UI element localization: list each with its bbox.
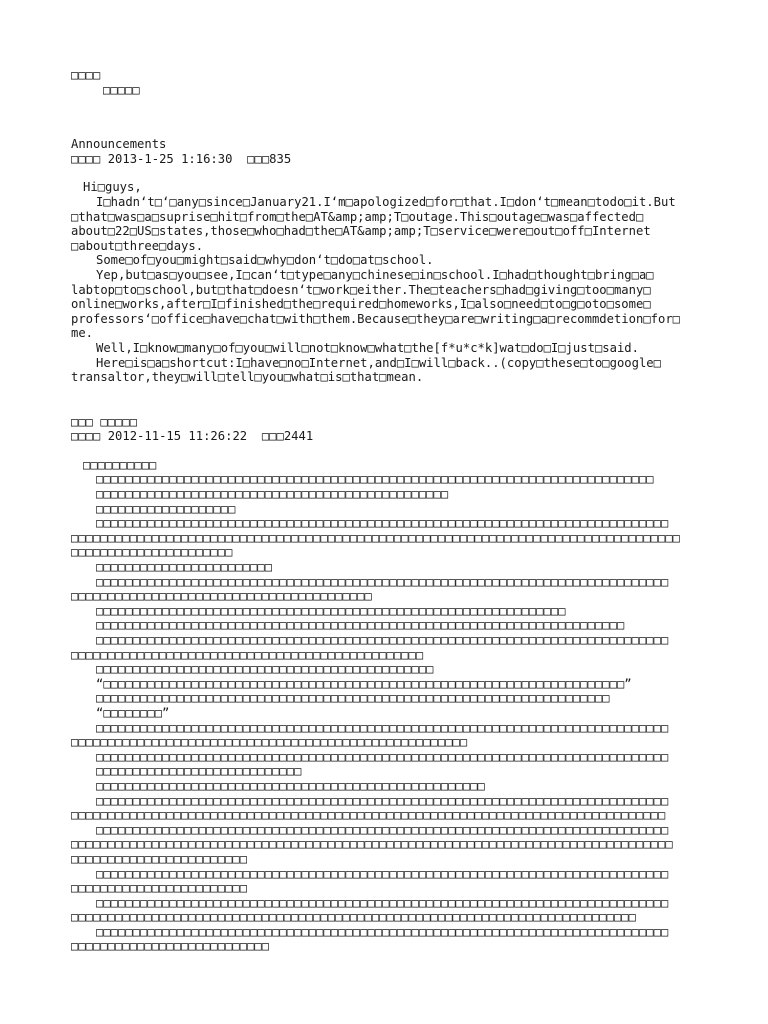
body-line: □□□□□□□□□□□□□□□□□□□□□□□□□□□ [71, 939, 270, 954]
post-date: 2013-1-25 1:16:30 [107, 151, 233, 166]
view-count: 835 [269, 151, 292, 166]
body-line: □□□□□□□□□□□□□□□□□□□□□□□□□□□□□□□□□□□□□□□□□□□□□□□□□□□□□□□□□□□□□□□□□□□□□□□□□□□□□□ [96, 822, 669, 837]
body-line: □□□□□□□□□□□□□□□□□□□□□□□□□□□□□□□□□□□□□□□□□□□□□□□□□□□□□□□□□□□□□□□□□□□□□□□□□□□□□□ [96, 720, 669, 735]
body-line: □□□□□□□□□□□□□□□□□□□□□□□□□□□□□□□□□□□□□□□□□□□□□□□□□□□□□□□□□□□□□□□□ [96, 603, 566, 618]
body-line: □□□□□□□□□□□□□□□□□□□□□□□□□□□□□□□□□□□□□□□□□□□□□□□□□□□□□□□□□□□□□□□□□□□□□□□□□□□□□□ [96, 793, 669, 808]
body-line: transaltor,they□will□tell□you□what□is□that□mean. [71, 370, 424, 385]
body-line: labtop□to□school,but□that□doesn‘t□work□either.The□teachers□had□giving□too□many□ [71, 282, 651, 297]
meta-label: □□□□ [71, 151, 101, 166]
view-count: 2441 [283, 429, 314, 444]
body-line: about□22□US□states,those□who□had□the□AT&amp;amp;T□service□were□out□off□Internet [71, 224, 651, 239]
body-line: I□hadn‘t□‘□any□since□January21.I‘m□apologized□for□that.I□don‘t□mean□todo□it.But [96, 194, 676, 209]
body-line: me. [71, 326, 94, 341]
body-line: Yep,but□as□you□see,I□can‘t□type□any□chinese□in□school.I□had□thought□bring□a□ [96, 267, 654, 282]
body-line: □□□□□□□□□□ [83, 457, 157, 472]
body-line: □that□was□a□suprise□hit□from□the□AT&amp;amp;T□outage.This□outage□was□affected□ [71, 209, 644, 224]
post-meta [71, 152, 701, 167]
meta-label: □□□□ [71, 429, 101, 444]
body-line: online□works,after□I□finished□the□required□homeworks,I□also□need□to□g□oto□some□ [71, 297, 651, 312]
body-line: □about□three□days. [71, 238, 204, 253]
page [71, 68, 701, 954]
body-line: □□□□□□□□□□□□□□□□□□□□□□□□□□□□□□□□□□□□□□□□□□□□□□□□□□□□□□□□□□□□□□□□□□□□□□□□□□□□□□ [96, 924, 669, 939]
body-line: “□□□□□□□□” [96, 705, 170, 720]
body-line: □□□□□□□□□□□□□□□□□□□□□□□□□□□□□□□□□□□□□□□□□□□□□□□□□□□□□□□□□□□□□□□□□□□□□□□□□□□□□ [71, 910, 636, 925]
site-subtitle: □□□□□ [103, 82, 140, 97]
post-title[interactable]: □□□ □□□□□ [71, 414, 138, 429]
body-line: □□□□□□□□□□□□□□□□□□□□□□□□ [71, 881, 248, 896]
post-announcements [71, 137, 701, 385]
body-line: □□□□□□□□□□□□□□□□□□□□□□□□□□□□□□□□□□□□□□□□□□□□□□□□□□□□□□□□□□□□□□□□□□□□□□□□□□□□□□ [96, 895, 669, 910]
post-second [71, 415, 701, 954]
views-label: □□□ [261, 429, 284, 444]
body-line: □□□□□□□□□□□□□□□□□□□□□□□□□□□□ [96, 764, 302, 779]
body-line: □□□□□□□□□□□□□□□□□□□□□□□□□□□□□□□□□□□□□□□□□□□□□□□□□□□□□ [96, 778, 485, 793]
body-line: □□□□□□□□□□□□□□□□□□□□□□□□□□□□□□□□□□□□□□□□□□□□□□□□□□□□□□□□□□□□□□□□□□□□□□□□□□□□□□ [96, 866, 669, 881]
body-line: Well,I□know□many□of□you□will□not□know□what□the[f*u*c*k]wat□do□I□just□said. [96, 340, 639, 355]
body-line: □□□□□□□□□□□□□□□□□□□□□□□□□□□□□□□□□□□□□□□□□□□□□□□□□□□□□□□□□□□□□□□□□□□□□□□□□□□□ [96, 472, 654, 487]
body-line: □□□□□□□□□□□□□□□□□□□□□□□□□□□□□□□□□□□□□□□□□□□□□□ [96, 662, 434, 677]
body-line: Here□is□a□shortcut:I□have□no□Internet,and□I□will□back..(copy□these□to□google□ [96, 355, 661, 370]
body-line: “□□□□□□□□□□□□□□□□□□□□□□□□□□□□□□□□□□□□□□□□□□□□□□□□□□□□□□□□□□□□□□□□□□□□□□□” [96, 676, 632, 691]
body-line: Some□of□you□might□said□why□don‘t□do□at□school. [96, 253, 434, 268]
body-line: □□□□□□□□□□□□□□□□□□□□□□□□□□□□□□□□□□□□□□□□□□□□□□□□□□□□□□□□□□□□□□□□□□□□□□□□□□□□□□□□□□□ [71, 530, 681, 545]
body-line: □□□□□□□□□□□□□□□□□□□□□□□□□□□□□□□□□□□□□□□□□□□□□□□□□□□□□□□□□□□□□□□□□□□□□□□□□□□□□□□□□ [71, 808, 666, 823]
post-date: 2012-11-15 11:26:22 [107, 429, 248, 444]
body-line: □□□□□□□□□□□□□□□□□□□□□□□□ [71, 851, 248, 866]
body-line: □□□□□□□□□□□□□□□□□□□□□□□□□□□□□□□□□□□□□□□□□□□□□□□□□□□□□□□□□□□□□□□□□□□□□□□□□□□□□□ [96, 516, 669, 531]
body-line: □□□□□□□□□□□□□□□□□□□□□□ [71, 545, 233, 560]
post-meta [71, 429, 701, 444]
views-label: □□□ [247, 151, 270, 166]
body-line: □□□□□□□□□□□□□□□□□□□ [96, 501, 236, 516]
body-line: Hi□guys, [83, 180, 142, 195]
site-title: □□□□ [71, 68, 101, 82]
body-line: □□□□□□□□□□□□□□□□□□□□□□□□□□□□□□□□□□□□□□□□□□□□□□□□□□□□□□□□□□□□□□□□□□□□□□ [96, 691, 610, 706]
body-line: □□□□□□□□□□□□□□□□□□□□□□□□□□□□□□□□□□□□□□□□□□□□□□□□□□□□□□□□□□□□□□□□□□□□□□□□ [96, 618, 625, 633]
body-line: □□□□□□□□□□□□□□□□□□□□□□□□□□□□□□□□□□□□□□□□□□□□□□□□□□□□□□□□□□□□□□□□□□□□□□□□□□□□□□ [96, 574, 669, 589]
body-line: □□□□□□□□□□□□□□□□□□□□□□□□□□□□□□□□□□□□□□□□□□□□□□□□□□□□□□□□□□□□□□□□□□□□□□□□□□□□□□□□□□ [71, 837, 673, 852]
body-line: □□□□□□□□□□□□□□□□□□□□□□□□□□□□□□□□□□□□□□□□□ [71, 589, 372, 604]
body-line: □□□□□□□□□□□□□□□□□□□□□□□□ [96, 560, 273, 575]
body-line: □□□□□□□□□□□□□□□□□□□□□□□□□□□□□□□□□□□□□□□□□□□□□□□□□□□□□□□□□□□□□□□□□□□□□□□□□□□□□□ [96, 633, 669, 647]
body-line: □□□□□□□□□□□□□□□□□□□□□□□□□□□□□□□□□□□□□□□□□□□□□□□□□□□□□□□□□□□□□□□□□□□□□□□□□□□□□□ [96, 749, 669, 764]
body-line: professors‘□office□have□chat□with□them.Because□they□are□writing□a□recommdetion□for□ [71, 311, 681, 326]
post-title[interactable]: Announcements [71, 137, 167, 152]
body-line: □□□□□□□□□□□□□□□□□□□□□□□□□□□□□□□□□□□□□□□□□□□□□□□□□□□□□□ [71, 735, 468, 750]
body-line: □□□□□□□□□□□□□□□□□□□□□□□□□□□□□□□□□□□□□□□□□□□□□□□□ [71, 647, 424, 662]
body-line: □□□□□□□□□□□□□□□□□□□□□□□□□□□□□□□□□□□□□□□□□□□□□□□□ [96, 487, 449, 502]
